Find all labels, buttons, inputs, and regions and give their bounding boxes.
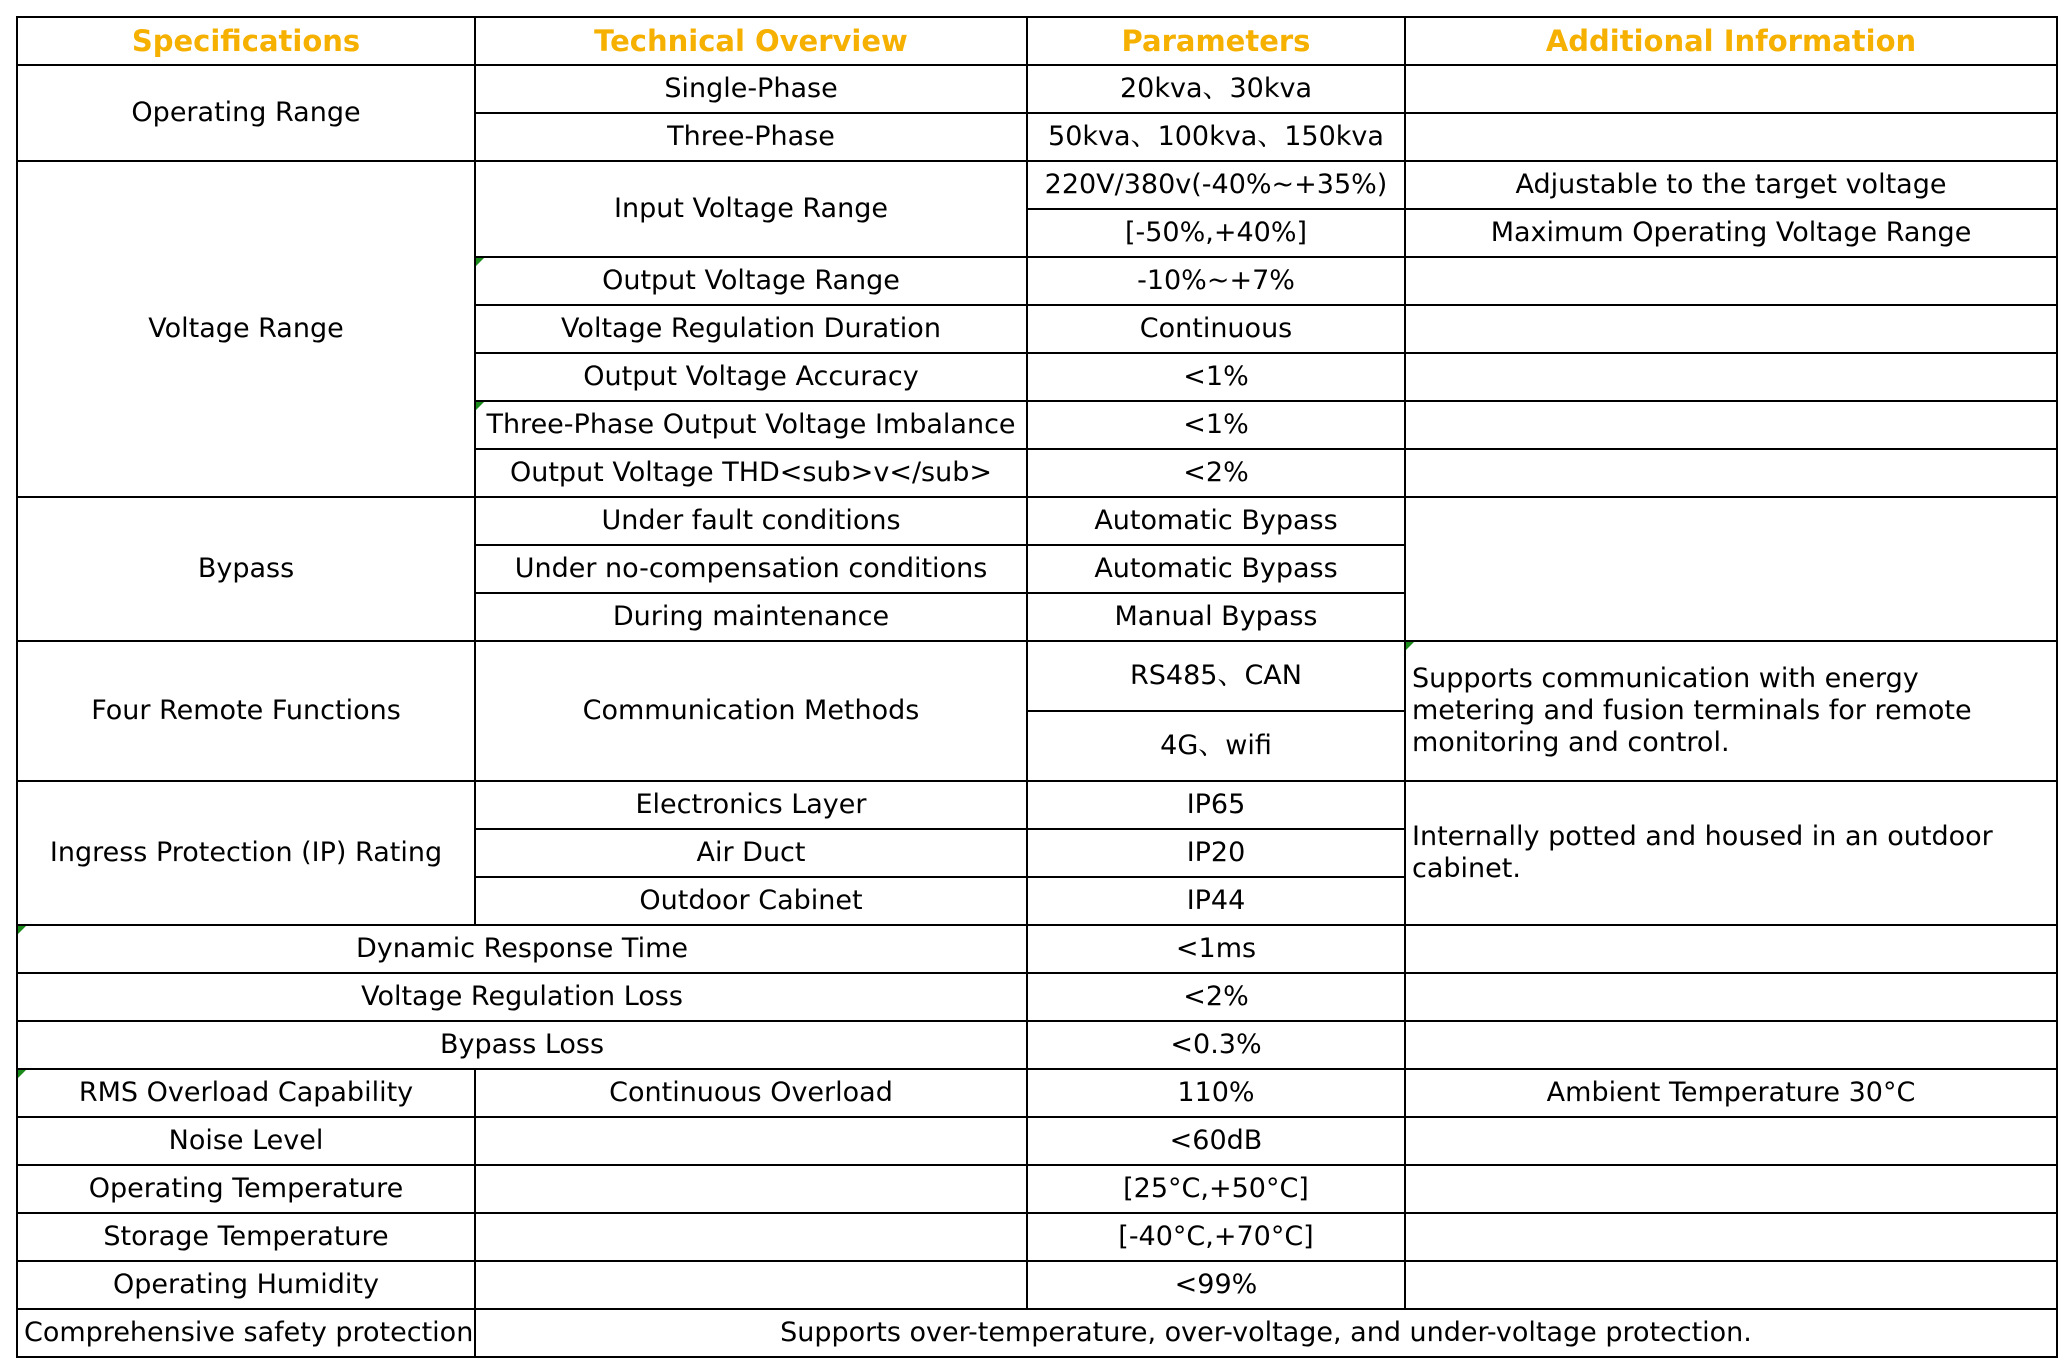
parameter-cell: -10%~+7% — [1027, 257, 1405, 305]
overview-cell: Output Voltage THD<sub>v</sub> — [475, 449, 1027, 497]
info-cell — [1405, 1261, 2057, 1309]
table-row — [17, 65, 2057, 113]
spec-table — [16, 16, 2058, 1358]
table-row — [17, 925, 2057, 973]
operating-temperature-label: Operating Temperature — [17, 1165, 475, 1213]
overview-cell: Output Voltage Accuracy — [475, 353, 1027, 401]
parameter-cell: <1% — [1027, 401, 1405, 449]
table-row — [17, 781, 2057, 829]
parameter-cell: [-50%,+40%] — [1027, 209, 1405, 257]
info-cell — [1405, 65, 2057, 113]
parameter-cell: IP44 — [1027, 877, 1405, 925]
header-additional-information: Additional Information — [1405, 17, 2057, 65]
parameter-cell: <1% — [1027, 353, 1405, 401]
overview-cell — [475, 1117, 1027, 1165]
table-row — [17, 1117, 2057, 1165]
voltage-regulation-loss-label: Voltage Regulation Loss — [17, 973, 1027, 1021]
table-row — [17, 1069, 2057, 1117]
info-cell — [1405, 1117, 2057, 1165]
table-row — [17, 973, 2057, 1021]
table-row — [17, 497, 2057, 545]
overview-cell: Single-Phase — [475, 65, 1027, 113]
noise-level-label: Noise Level — [17, 1117, 475, 1165]
overview-cell — [475, 1213, 1027, 1261]
dynamic-response-time-label: Dynamic Response Time — [17, 925, 1027, 973]
overview-cell: Output Voltage Range — [475, 257, 1027, 305]
safety-protection-value: Supports over-temperature, over-voltage, and under-voltage protection. — [475, 1309, 2057, 1357]
parameter-cell: Continuous — [1027, 305, 1405, 353]
overview-cell: Voltage Regulation Duration — [475, 305, 1027, 353]
table-row — [17, 1213, 2057, 1261]
voltage-range-label: Voltage Range — [17, 161, 475, 497]
bypass-loss-label: Bypass Loss — [17, 1021, 1027, 1069]
info-cell — [1405, 925, 2057, 973]
safety-protection-label: Comprehensive safety protection — [17, 1309, 475, 1357]
parameter-cell: <60dB — [1027, 1117, 1405, 1165]
info-cell — [1405, 401, 2057, 449]
parameter-cell: [-40°C,+70°C] — [1027, 1213, 1405, 1261]
parameter-cell: <0.3% — [1027, 1021, 1405, 1069]
parameter-cell: <99% — [1027, 1261, 1405, 1309]
operating-range-label: Operating Range — [17, 65, 475, 161]
parameter-cell: 50kva、100kva、150kva — [1027, 113, 1405, 161]
info-cell — [1405, 449, 2057, 497]
header-parameters: Parameters — [1027, 17, 1405, 65]
info-cell: Adjustable to the target voltage — [1405, 161, 2057, 209]
parameter-cell: Manual Bypass — [1027, 593, 1405, 641]
parameter-cell: 220V/380v(-40%~+35%) — [1027, 161, 1405, 209]
overview-cell: Under fault conditions — [475, 497, 1027, 545]
parameter-cell: <2% — [1027, 973, 1405, 1021]
parameter-cell: IP65 — [1027, 781, 1405, 829]
table-row — [17, 1261, 2057, 1309]
info-cell — [1405, 973, 2057, 1021]
info-cell — [1405, 257, 2057, 305]
info-cell: Ambient Temperature 30°C — [1405, 1069, 2057, 1117]
parameter-cell: Automatic Bypass — [1027, 497, 1405, 545]
parameter-cell: <2% — [1027, 449, 1405, 497]
parameter-cell: 20kva、30kva — [1027, 65, 1405, 113]
communication-methods-label: Communication Methods — [475, 641, 1027, 781]
four-remote-functions-label: Four Remote Functions — [17, 641, 475, 781]
info-cell — [1405, 1213, 2057, 1261]
overview-cell: Electronics Layer — [475, 781, 1027, 829]
info-cell — [1405, 497, 2057, 641]
ip-rating-label: Ingress Protection (IP) Rating — [17, 781, 475, 925]
info-cell — [1405, 113, 2057, 161]
overview-cell: Under no-compensation conditions — [475, 545, 1027, 593]
header-row — [17, 17, 2057, 65]
rms-overload-capability-label: RMS Overload Capability — [17, 1069, 475, 1117]
table-row — [17, 1309, 2057, 1357]
overview-cell — [475, 1165, 1027, 1213]
table-row — [17, 1165, 2057, 1213]
ip-info-cell: Internally potted and housed in an outdoor cabinet. — [1405, 781, 2057, 925]
parameter-cell: [25°C,+50°C] — [1027, 1165, 1405, 1213]
overview-cell: Continuous Overload — [475, 1069, 1027, 1117]
overview-cell: Three-Phase — [475, 113, 1027, 161]
header-technical-overview: Technical Overview — [475, 17, 1027, 65]
table-row — [17, 1021, 2057, 1069]
parameter-cell: 110% — [1027, 1069, 1405, 1117]
info-cell: Maximum Operating Voltage Range — [1405, 209, 2057, 257]
overview-cell — [475, 1261, 1027, 1309]
overview-cell: During maintenance — [475, 593, 1027, 641]
bypass-label: Bypass — [17, 497, 475, 641]
parameter-cell: RS485、CAN — [1027, 641, 1405, 711]
parameter-cell: IP20 — [1027, 829, 1405, 877]
operating-humidity-label: Operating Humidity — [17, 1261, 475, 1309]
remote-info-cell: Supports communication with energy metering and fusion terminals for remote monitoring and control. — [1405, 641, 2057, 781]
info-cell — [1405, 1021, 2057, 1069]
info-cell — [1405, 1165, 2057, 1213]
parameter-cell: 4G、wifi — [1027, 711, 1405, 781]
overview-cell: Air Duct — [475, 829, 1027, 877]
parameter-cell: Automatic Bypass — [1027, 545, 1405, 593]
overview-cell: Outdoor Cabinet — [475, 877, 1027, 925]
header-specifications: Specifications — [17, 17, 475, 65]
table-row — [17, 161, 2057, 209]
parameter-cell: <1ms — [1027, 925, 1405, 973]
input-voltage-range-label: Input Voltage Range — [475, 161, 1027, 257]
info-cell — [1405, 353, 2057, 401]
overview-cell: Three-Phase Output Voltage Imbalance — [475, 401, 1027, 449]
info-cell — [1405, 305, 2057, 353]
table-row — [17, 641, 2057, 711]
storage-temperature-label: Storage Temperature — [17, 1213, 475, 1261]
